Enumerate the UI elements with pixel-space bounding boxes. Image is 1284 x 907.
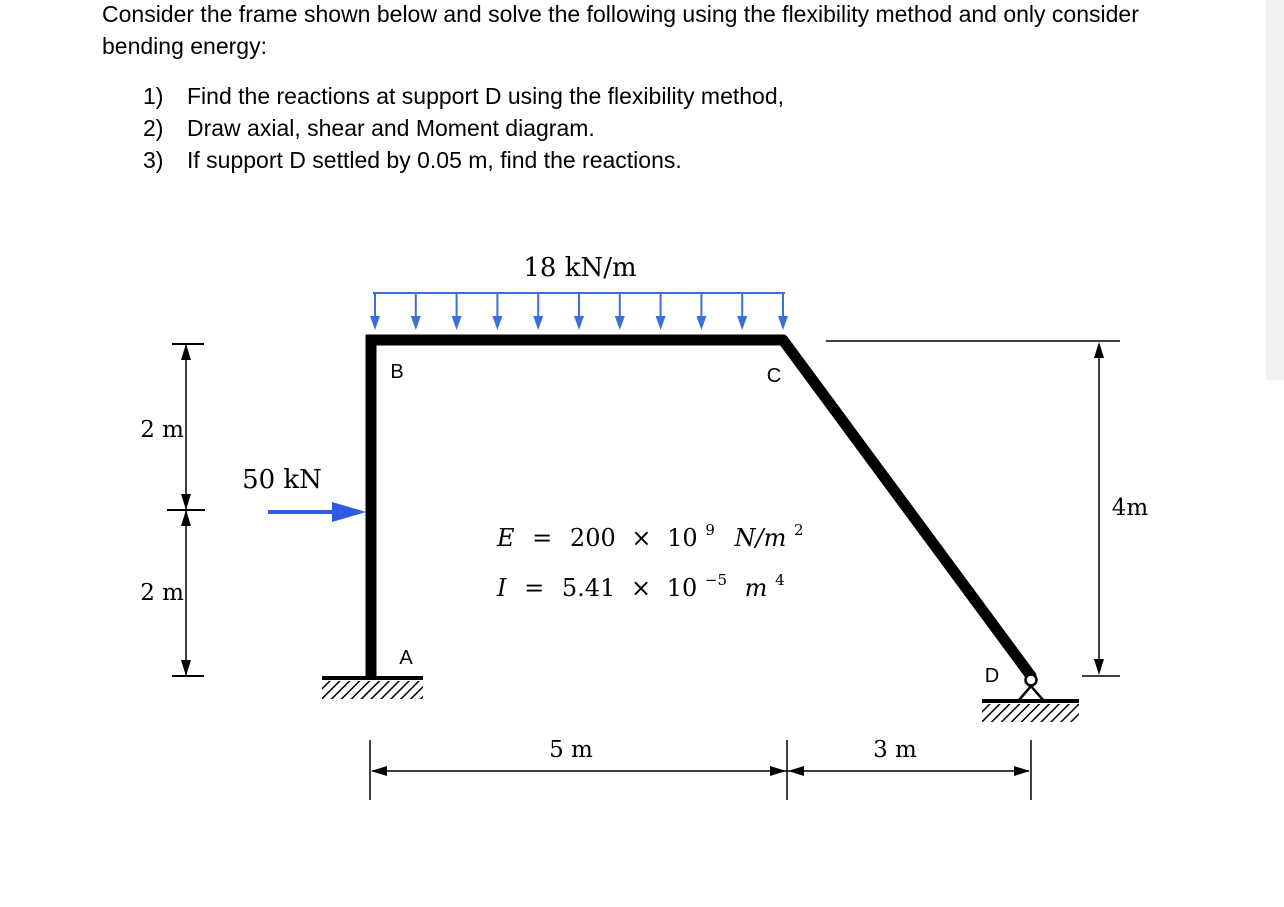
- pin-hinge: [1026, 675, 1037, 686]
- task-number: 3): [143, 147, 164, 173]
- load-arrowhead: [778, 316, 788, 330]
- bottom-dimension: [370, 740, 1031, 800]
- fixed-support-a: [322, 678, 423, 699]
- dim-label-left-lower: 2 m: [140, 580, 184, 606]
- distributed-load-label: 18 kN/m: [523, 253, 637, 283]
- task-number: 1): [143, 83, 164, 109]
- load-arrowhead: [411, 316, 421, 330]
- load-arrowhead: [370, 316, 380, 330]
- load-arrowhead: [737, 316, 747, 330]
- inertia-equation: I = 5.41 × 10 $^{-5}$ m $^4$: [497, 571, 785, 602]
- frame-members: [366, 335, 1031, 678]
- task-text: Find the reactions at support D using the flexibility method,: [187, 83, 785, 109]
- load-arrows: [370, 293, 788, 330]
- distributed-load: [370, 293, 788, 330]
- pin-triangle: [1019, 686, 1043, 700]
- task-number: 2): [143, 115, 164, 141]
- modulus-equation: E = 200 × 10 $^9$ N/m $^2$: [497, 521, 804, 552]
- load-arrowhead: [656, 316, 666, 330]
- load-arrowhead: [574, 316, 584, 330]
- load-arrowhead: [452, 316, 462, 330]
- node-label-d: D: [984, 665, 1000, 687]
- right-dimension: [826, 341, 1120, 676]
- node-label-c: C: [766, 365, 782, 387]
- ground-hatch: [322, 681, 423, 699]
- task-text: Draw axial, shear and Moment diagram.: [187, 115, 595, 141]
- dim-label-bottom-left: 5 m: [549, 737, 593, 763]
- point-load-arrow: [268, 502, 366, 522]
- ground-hatch: [982, 704, 1079, 722]
- load-arrowhead: [615, 316, 625, 330]
- left-dimension: [167, 344, 205, 676]
- dim-label-right: 4m: [1111, 495, 1149, 521]
- node-label-a: A: [399, 647, 413, 669]
- node-label-b: B: [390, 361, 404, 383]
- inclined-member-cd: [783, 340, 1031, 676]
- problem-statement: Consider the frame shown below and solve the following using the flexibility method and only consider bending energy:: [102, 1, 1139, 59]
- dim-label-left-upper: 2 m: [140, 417, 184, 443]
- task-text: If support D settled by 0.05 m, find the reactions.: [187, 147, 682, 173]
- load-arrowhead: [696, 316, 706, 330]
- point-load-label: 50 kN: [242, 465, 322, 495]
- load-arrowhead: [533, 316, 543, 330]
- load-arrowhead: [492, 316, 502, 330]
- dim-label-bottom-right: 3 m: [873, 737, 917, 763]
